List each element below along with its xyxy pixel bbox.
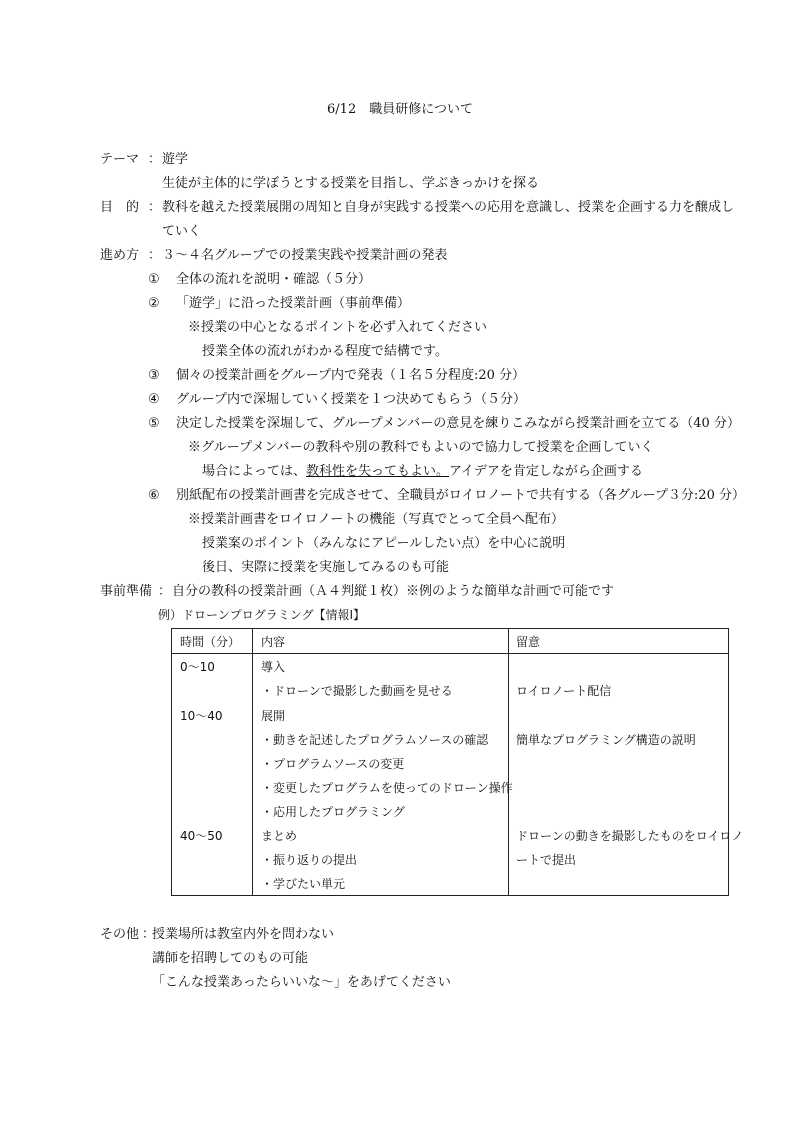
theme-colon: ： bbox=[148, 152, 162, 167]
step-text: グループ内で深堀していく授業を１つ決めてもらう（５分） bbox=[176, 392, 526, 407]
step-note-part: 場合によっては、 bbox=[202, 464, 307, 479]
theme-label: テーマ bbox=[100, 152, 140, 167]
table-column-divider bbox=[508, 629, 509, 895]
step-note-part: アイデアを肯定しながら企画する bbox=[449, 464, 643, 479]
other-line-1: 授業場所は教室内外を問わない bbox=[152, 927, 335, 942]
table-cell-content: ・プログラムソースの変更 bbox=[261, 757, 405, 771]
step-note bbox=[202, 465, 643, 478]
table-cell-note: ドローンの動きを撮影したものをロイロノ bbox=[516, 829, 744, 843]
step-note: ※授業の中心となるポイントを必ず入れてください bbox=[188, 320, 488, 335]
table-cell-note: ートで提出 bbox=[516, 853, 577, 867]
table-cell-note: 簡単なプログラミング構造の説明 bbox=[516, 733, 696, 747]
example-table bbox=[171, 628, 744, 896]
theme-description: 生徒が主体的に学ぼうとする授業を目指し、学ぶきっかけを探る bbox=[162, 176, 540, 191]
step-text: 「遊学」に沿った授業計画（事前準備） bbox=[176, 296, 411, 311]
other-line-3: 「こんな授業あったらいいな～」をあげてください bbox=[152, 975, 451, 990]
underlined-emphasis: 教科性を失ってもよい。 bbox=[306, 464, 450, 479]
step-text: 別紙配布の授業計画書を完成させて、全職員がロイロノートで共有する（各グループ３分:20 分） bbox=[176, 488, 745, 503]
table-cell-content: ・応用したプログラミング bbox=[261, 805, 405, 819]
table-cell-content: 導入 bbox=[261, 660, 286, 674]
other-label: その他 bbox=[100, 927, 140, 942]
other-line-2: 講師を招聘してのもの可能 bbox=[152, 951, 309, 966]
table-cell-time: 10～40 bbox=[180, 709, 223, 723]
prep-colon: ： bbox=[158, 584, 172, 599]
method-label: 進め方 bbox=[100, 248, 140, 263]
step-note: ※授業計画書をロイロノートの機能（写真でとって全員へ配布） bbox=[188, 512, 564, 527]
step-note: 授業全体の流れがわかる程度で結構です。 bbox=[202, 344, 448, 359]
step-number: ④ bbox=[148, 392, 160, 407]
step-number: ① bbox=[148, 272, 160, 287]
step-number: ⑥ bbox=[148, 488, 160, 503]
step-note: ※グループメンバーの教科や別の教科でもよいので協力して授業を企画していく bbox=[188, 440, 654, 455]
step-note: 後日、実際に授業を実施してみるのも可能 bbox=[202, 560, 450, 575]
table-column-divider bbox=[252, 629, 253, 895]
table-cell-content: ・動きを記述したプログラムソースの確認 bbox=[261, 733, 489, 747]
page-title: 6/12 職員研修について bbox=[327, 102, 473, 117]
table-cell-content: ・振り返りの提出 bbox=[261, 853, 358, 867]
step-number: ③ bbox=[148, 368, 160, 383]
method-colon: ： bbox=[148, 248, 162, 263]
table-cell-content: まとめ bbox=[261, 829, 298, 843]
purpose-line-1: 教科を越えた授業展開の周知と自身が実践する授業への応用を意識し、授業を企画する力を醸成し bbox=[162, 200, 735, 215]
table-cell-content: ・ドローンで撮影した動画を見せる bbox=[261, 684, 453, 698]
example-caption: 例）ドローンプログラミング【情報Ⅰ】 bbox=[158, 608, 366, 622]
method-value: ３～４名グループでの授業実践や授業計画の発表 bbox=[162, 248, 448, 263]
table-header-divider bbox=[172, 653, 728, 654]
table-cell-note: ロイロノート配信 bbox=[516, 684, 612, 698]
table-cell-content: 展開 bbox=[261, 709, 286, 723]
table-header-content: 内容 bbox=[261, 635, 286, 649]
purpose-line-2: ていく bbox=[162, 224, 202, 239]
table-cell-content: ・学びたい単元 bbox=[261, 877, 346, 891]
theme-value: 遊学 bbox=[162, 152, 189, 167]
purpose-label: 目 的 bbox=[100, 200, 140, 215]
step-number: ② bbox=[148, 296, 160, 311]
step-text: 全体の流れを説明・確認（５分） bbox=[176, 272, 372, 287]
table-cell-content: ・変更したプログラムを使ってのドローン操作 bbox=[261, 781, 513, 795]
prep-label: 事前準備 bbox=[100, 584, 153, 599]
table-header-note: 留意 bbox=[516, 635, 541, 649]
step-note: 授業案のポイント（みんなにアピールしたい点）を中心に説明 bbox=[202, 536, 566, 551]
prep-value: 自分の教科の授業計画（Ａ４判縦１枚）※例のような簡単な計画で可能です bbox=[172, 584, 615, 599]
step-number: ⑤ bbox=[148, 416, 160, 431]
purpose-colon: ： bbox=[148, 200, 162, 215]
step-text: 個々の授業計画をグループ内で発表（１名５分程度:20 分） bbox=[176, 368, 526, 383]
table-header-time: 時間（分） bbox=[180, 635, 241, 649]
other-colon: ： bbox=[142, 927, 156, 942]
step-text: 決定した授業を深堀して、グループメンバーの意見を練りこみながら授業計画を立てる（40 分） bbox=[176, 416, 740, 431]
table-cell-time: 40～50 bbox=[180, 829, 223, 843]
table-cell-time: 0～10 bbox=[180, 660, 215, 674]
